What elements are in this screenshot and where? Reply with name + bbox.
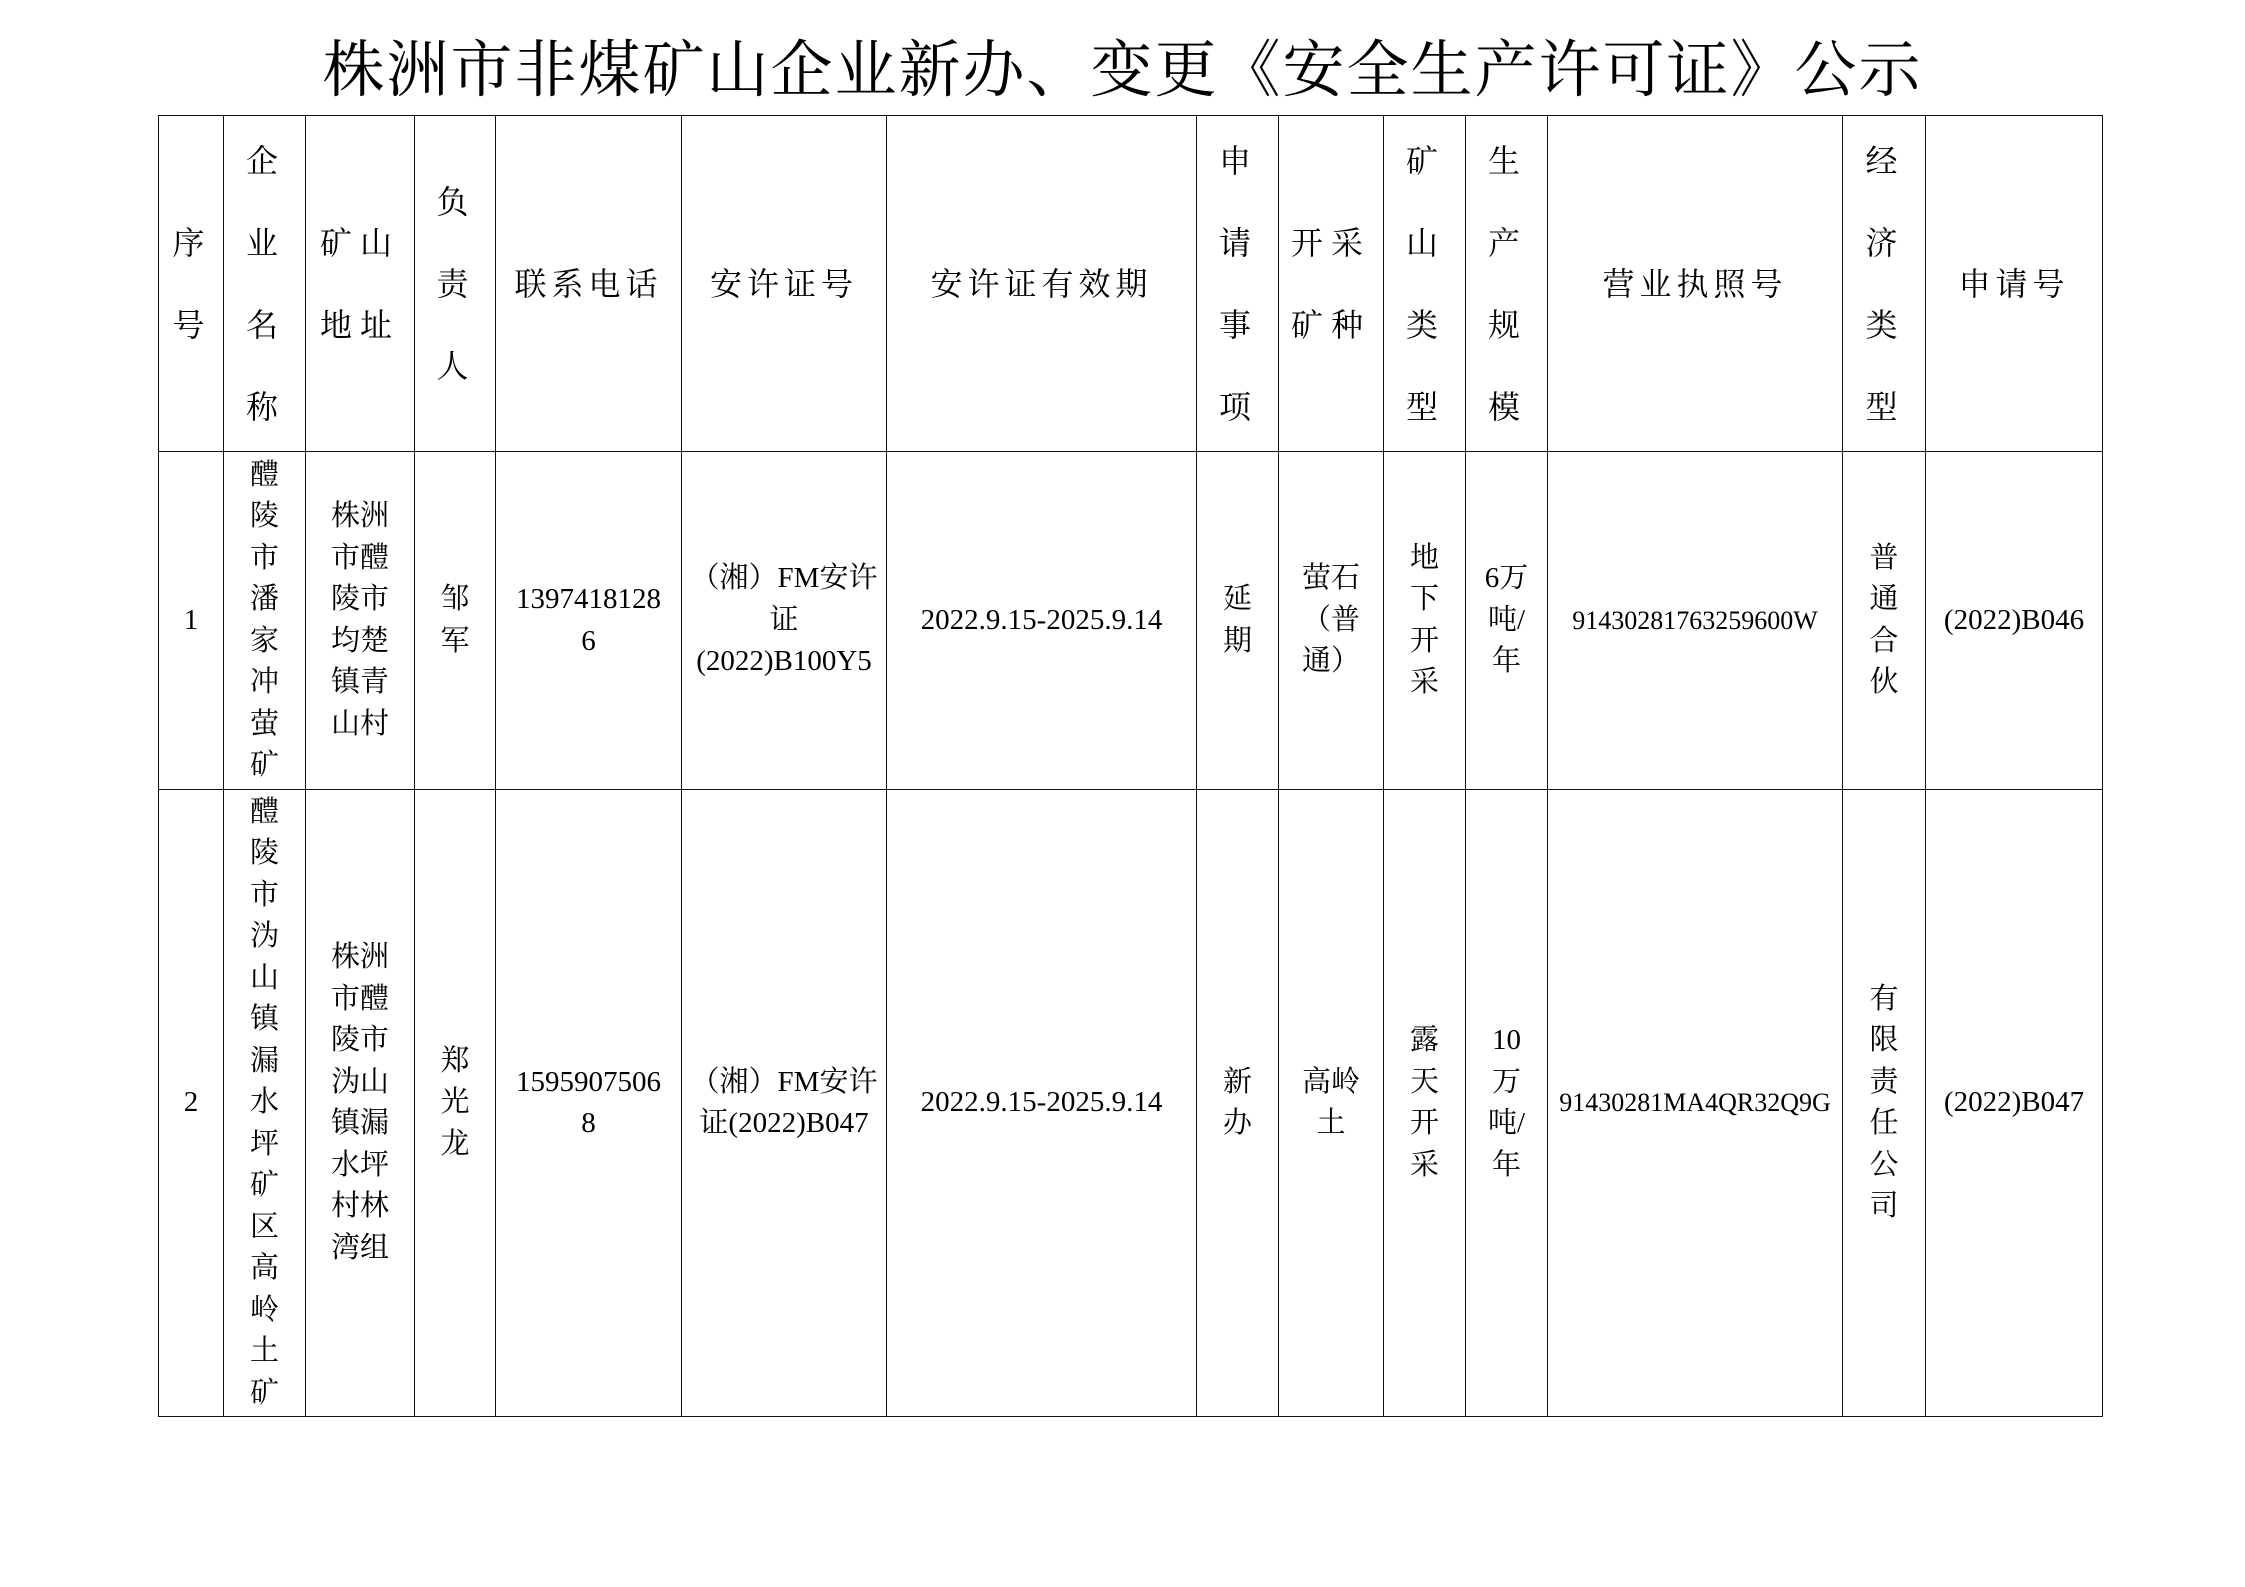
header-phone-label: 联系电话 [514,265,663,302]
header-scale-label: 生产规模 [1487,142,1525,425]
header-economic-type-label: 经济类型 [1865,142,1903,425]
cell-company [224,452,306,790]
cell-application-no [1926,452,2103,790]
validity-value: 2022.9.15-2025.9.14 [920,603,1163,636]
header-business-license-label: 营业执照号 [1602,265,1788,302]
cell-mineral [1279,452,1384,790]
cell-application-item [1197,452,1279,790]
cell-economic-type [1843,790,1926,1417]
cell-phone [496,452,682,790]
license-no-value: （湘）FM安许证(2022)B100Y5 [690,562,878,678]
header-person [415,116,496,452]
scale-value: 6万吨/年 [1484,562,1529,678]
scale-value: 10万吨/年 [1487,1024,1526,1181]
header-seq-label: 序号 [172,224,210,343]
economic-type-value: 普通合伙 [1869,541,1899,698]
header-application-no-label: 申请号 [1958,265,2070,302]
table-row [159,790,2103,1417]
header-phone [496,116,682,452]
phone-value: 13974181286 [516,583,661,657]
header-row [159,116,2103,452]
phone-value: 15959075068 [516,1065,661,1139]
header-validity [887,116,1197,452]
application-item-value: 延期 [1222,583,1252,657]
page-title: 株洲市非煤矿山企业新办、变更《安全生产许可证》公示 [322,33,1923,106]
cell-scale [1466,452,1548,790]
header-company-label: 企业名称 [245,142,283,425]
license-no-value: （湘）FM安许证(2022)B047 [690,1065,878,1139]
cell-person [415,790,496,1417]
cell-business-license [1548,790,1843,1417]
cell-license-no [682,790,887,1417]
cell-company [224,790,306,1417]
business-license-value: 91430281763259600W [1572,605,1818,635]
application-no-value: (2022)B047 [1943,1086,2085,1119]
header-mineral-label: 开采矿种 [1290,224,1371,343]
cell-mine-type [1384,790,1466,1417]
cell-seq [159,452,224,790]
header-mine-type [1384,116,1466,452]
company-value: 醴陵市沩山镇漏水坪矿区高岭土矿 [249,795,279,1409]
cell-mine-type [1384,452,1466,790]
person-value: 郑光龙 [440,1044,470,1160]
address-value: 株洲市醴陵市沩山镇漏水坪村林湾组 [330,941,389,1264]
cell-mineral [1279,790,1384,1417]
header-person-label: 负责人 [436,183,474,384]
header-address-label: 矿山地址 [319,224,400,343]
header-company [224,116,306,452]
table-row [159,452,2103,790]
header-application-item-label: 申请事项 [1218,142,1256,425]
application-item-value: 新办 [1222,1065,1252,1139]
cell-address [306,790,415,1417]
cell-application-item [1197,790,1279,1417]
mine-type-value: 露天开采 [1409,1024,1439,1181]
cell-application-no [1926,790,2103,1417]
address-value: 株洲市醴陵市均楚镇青山村 [330,500,389,740]
cell-person [415,452,496,790]
mineral-value: 萤石（普通） [1301,562,1360,678]
economic-type-value: 有限责任公司 [1869,982,1899,1222]
header-license-no-label: 安许证号 [709,265,858,302]
header-validity-label: 安许证有效期 [930,265,1153,302]
validity-value: 2022.9.15-2025.9.14 [920,1086,1163,1119]
mine-type-value: 地下开采 [1409,541,1439,698]
header-mine-type-label: 矿山类型 [1405,142,1443,425]
seq-value: 1 [183,603,199,636]
header-seq [159,116,224,452]
header-application-no [1926,116,2103,452]
application-no-value: (2022)B046 [1943,603,2085,636]
header-license-no [682,116,887,452]
header-scale [1466,116,1548,452]
cell-seq [159,790,224,1417]
cell-validity [887,790,1197,1417]
cell-economic-type [1843,452,1926,790]
header-business-license [1548,116,1843,452]
cell-license-no [682,452,887,790]
cell-business-license [1548,452,1843,790]
company-value: 醴陵市潘家冲萤矿 [249,458,279,781]
header-address [306,116,415,452]
header-economic-type [1843,116,1926,452]
cell-phone [496,790,682,1417]
cell-validity [887,452,1197,790]
cell-address [306,452,415,790]
mineral-value: 高岭土 [1301,1065,1360,1139]
seq-value: 2 [183,1086,199,1119]
header-mineral [1279,116,1384,452]
business-license-value: 91430281MA4QR32Q9G [1559,1088,1831,1118]
cell-scale [1466,790,1548,1417]
header-application-item [1197,116,1279,452]
person-value: 邹军 [440,583,470,657]
notice-table [158,115,2103,1417]
